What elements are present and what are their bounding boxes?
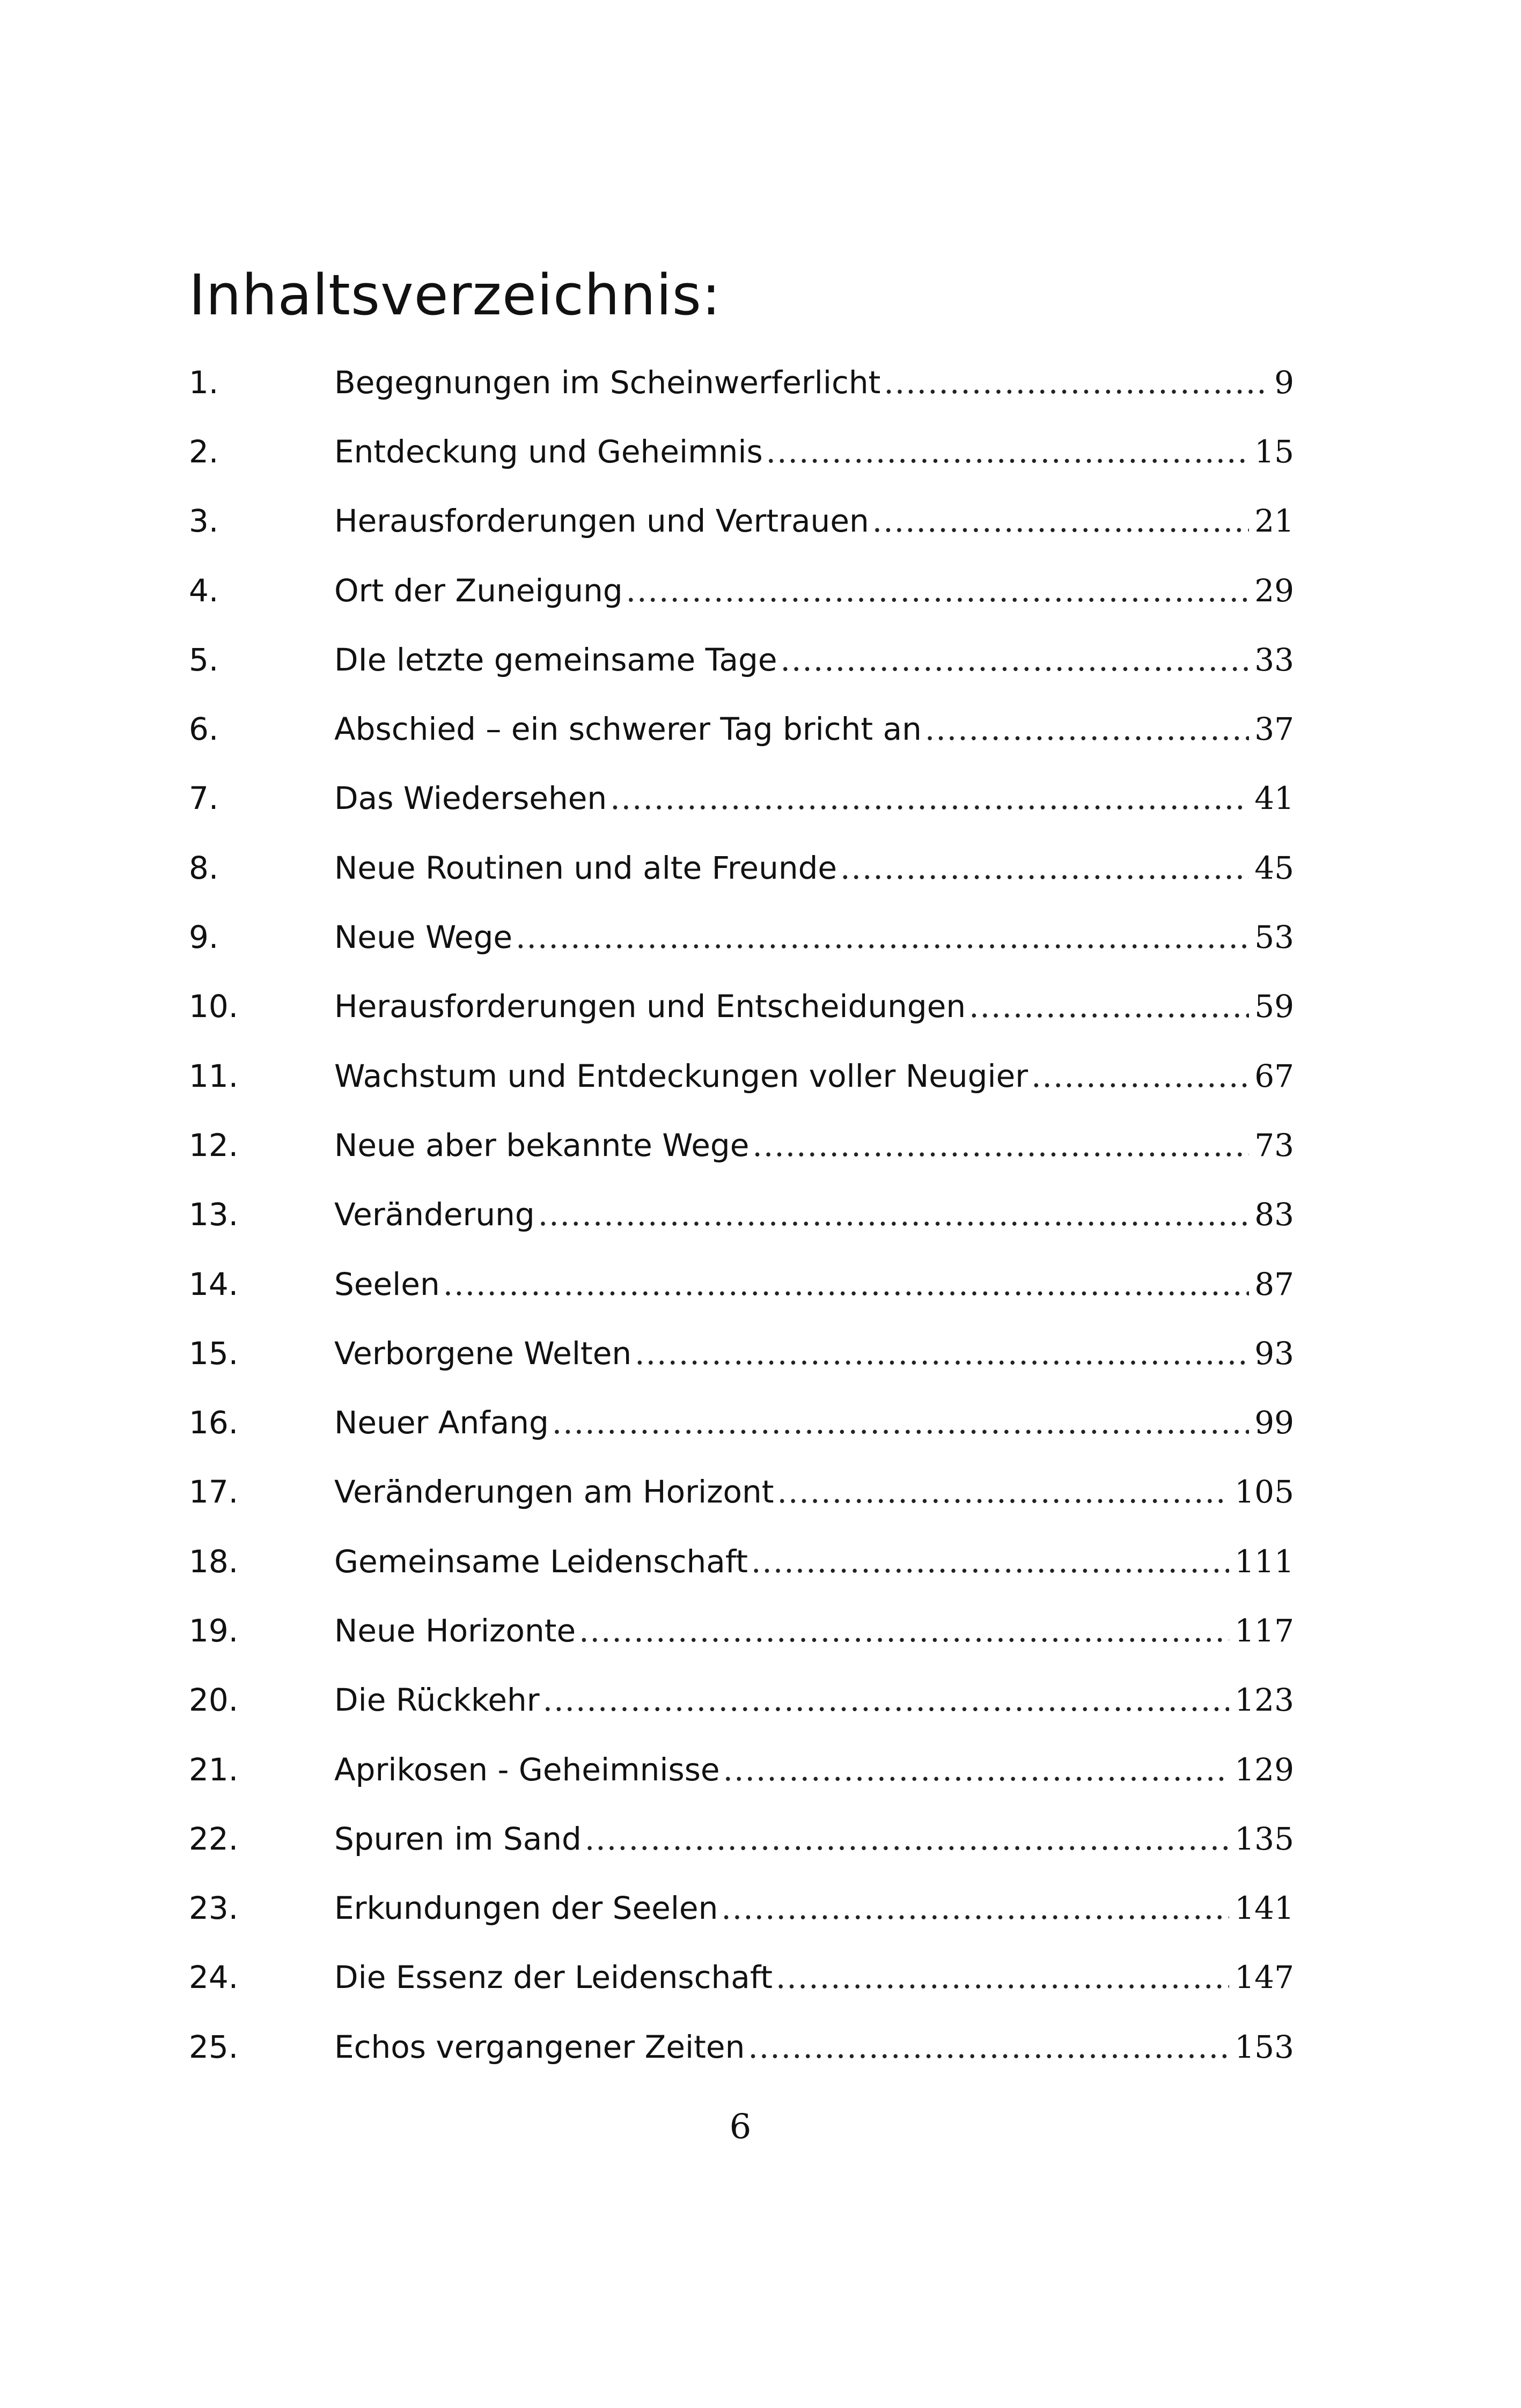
toc-entry-page: 147 (1235, 1959, 1294, 1996)
toc-entry-page: 15 (1254, 433, 1294, 470)
toc-entry-number: 6. (189, 711, 219, 748)
toc-entry-title: Ort der Zuneigung (334, 572, 623, 609)
toc-entry-title: Abschied – ein schwerer Tag bricht an (334, 711, 922, 748)
toc-entry-page: 123 (1235, 1682, 1294, 1719)
toc-dot-leader (626, 572, 1250, 609)
toc-entry-page: 153 (1235, 2028, 1294, 2065)
toc-entry-title: Die Rückkehr (334, 1682, 540, 1719)
toc-dot-leader (538, 1196, 1250, 1233)
toc-entry-page: 29 (1254, 572, 1294, 609)
toc-entry-page: 41 (1254, 780, 1294, 817)
toc-entry-number: 18. (189, 1543, 239, 1580)
toc-entry[interactable] (189, 902, 1294, 971)
toc-dot-leader (585, 1821, 1229, 1857)
toc-entry-number: 2. (189, 433, 219, 470)
toc-dot-leader (635, 1335, 1249, 1372)
toc-entry-title: Veränderungen am Horizont (334, 1474, 774, 1511)
toc-entry[interactable] (189, 556, 1294, 625)
toc-entry-number: 25. (189, 2028, 239, 2065)
page-number: 6 (729, 2107, 752, 2147)
toc-entry-page: 59 (1254, 988, 1294, 1025)
toc-entry-title: Gemeinsame Leidenschaft (334, 1543, 748, 1580)
toc-entry-title: Herausforderungen und Entscheidungen (334, 988, 966, 1025)
toc-entry-page: 53 (1254, 919, 1294, 956)
toc-entry-title: Neue Routinen und alte Freunde (334, 849, 837, 886)
toc-entry[interactable] (189, 1874, 1294, 1943)
toc-entry-title: Seelen (334, 1265, 440, 1302)
toc-entry[interactable] (189, 1527, 1294, 1596)
toc-entry-number: 10. (189, 988, 239, 1025)
toc-entry-number: 4. (189, 572, 219, 609)
toc-dot-leader (884, 364, 1269, 401)
toc-entry[interactable] (189, 1596, 1294, 1665)
toc-entry[interactable] (189, 1110, 1294, 1180)
toc-entry-title: Entdeckung und Geheimnis (334, 433, 763, 470)
toc-entry-number: 12. (189, 1126, 239, 1164)
toc-entry[interactable] (189, 833, 1294, 902)
toc-entry-page: 67 (1254, 1057, 1294, 1094)
toc-entry-number: 17. (189, 1474, 239, 1511)
toc-entry[interactable] (189, 1804, 1294, 1873)
toc-dot-leader (610, 780, 1249, 816)
toc-dot-leader (777, 1474, 1230, 1510)
toc-entry-title: Verborgene Welten (334, 1335, 632, 1372)
toc-dot-leader (751, 1543, 1229, 1580)
toc-entry-title: Begegnungen im Scheinwerferlicht (334, 364, 881, 401)
toc-dot-leader (723, 1751, 1230, 1788)
toc-entry[interactable] (189, 348, 1294, 417)
toc-entry-title: Aprikosen - Geheimnisse (334, 1751, 720, 1788)
toc-dot-leader (1031, 1058, 1249, 1094)
toc-dot-leader (766, 433, 1250, 470)
toc-entry[interactable] (189, 1666, 1294, 1735)
toc-dot-leader (969, 988, 1249, 1025)
toc-dot-leader (552, 1404, 1249, 1441)
toc-entry-number: 8. (189, 849, 219, 886)
toc-dot-leader (721, 1890, 1229, 1926)
toc-entry[interactable] (189, 1041, 1294, 1110)
toc-entry-title: Wachstum und Entdeckungen voller Neugier (334, 1057, 1028, 1094)
toc-entry-page: 21 (1254, 503, 1294, 540)
toc-entry-number: 22. (189, 1820, 239, 1857)
toc-entry-number: 11. (189, 1057, 239, 1094)
toc-entry-number: 20. (189, 1682, 239, 1719)
toc-title: Inhaltsverzeichnis: (189, 262, 721, 328)
toc-entry-title: Neue Wege (334, 919, 513, 956)
toc-entry-page: 9 (1274, 364, 1294, 401)
toc-entry-number: 9. (189, 919, 219, 956)
toc-entry-title: Erkundungen der Seelen (334, 1890, 718, 1927)
toc-entry[interactable] (189, 1180, 1294, 1249)
toc-entry[interactable] (189, 487, 1294, 556)
toc-entry[interactable] (189, 625, 1294, 694)
toc-entry[interactable] (189, 1457, 1294, 1527)
toc-entry-number: 19. (189, 1612, 239, 1649)
toc-entry-page: 135 (1235, 1820, 1294, 1857)
toc-entry-page: 93 (1254, 1335, 1294, 1372)
toc-dot-leader (776, 1959, 1229, 1995)
toc-entry-page: 37 (1254, 711, 1294, 748)
toc-entry-number: 13. (189, 1196, 239, 1233)
toc-entry[interactable] (189, 972, 1294, 1041)
toc-entry-number: 1. (189, 364, 219, 401)
toc-entry[interactable] (189, 1943, 1294, 2012)
toc-entry[interactable] (189, 764, 1294, 833)
toc-entry[interactable] (189, 2012, 1294, 2081)
toc-entry[interactable] (189, 417, 1294, 486)
toc-entry-title: Veränderung (334, 1196, 535, 1233)
toc-entry-page: 111 (1235, 1543, 1294, 1580)
toc-entry-number: 5. (189, 641, 219, 678)
toc-entry-title: Spuren im Sand (334, 1820, 582, 1857)
toc-dot-leader (781, 642, 1250, 678)
toc-entry-page: 117 (1235, 1612, 1294, 1649)
toc-dot-leader (543, 1682, 1230, 1718)
toc-entry-title: DIe letzte gemeinsame Tage (334, 641, 777, 678)
toc-entry-title: Echos vergangener Zeiten (334, 2028, 745, 2065)
toc-entry-page: 99 (1254, 1404, 1294, 1441)
toc-entry-title: Neue aber bekannte Wege (334, 1126, 750, 1164)
toc-entry-number: 21. (189, 1751, 239, 1788)
toc-entry-title: Das Wiedersehen (334, 780, 607, 817)
toc-entry[interactable] (189, 1735, 1294, 1804)
toc-dot-leader (752, 1127, 1249, 1164)
toc-dot-leader (443, 1266, 1249, 1302)
toc-entry[interactable] (189, 1319, 1294, 1388)
toc-entry-page: 45 (1254, 849, 1294, 886)
toc-entry-title: Neue Horizonte (334, 1612, 576, 1649)
toc-entry[interactable] (189, 1249, 1294, 1319)
toc-dot-leader (925, 711, 1249, 747)
toc-entry-page: 129 (1235, 1751, 1294, 1788)
toc-entry-title: Die Essenz der Leidenschaft (334, 1959, 773, 1996)
toc-entry-number: 15. (189, 1335, 239, 1372)
toc-dot-leader (748, 2029, 1229, 2065)
toc-dot-leader (579, 1612, 1229, 1649)
toc-entry-number: 24. (189, 1959, 239, 1996)
toc-entry-page: 73 (1254, 1126, 1294, 1164)
toc-entry-number: 3. (189, 503, 219, 540)
toc-entry-number: 7. (189, 780, 219, 817)
toc-entry-number: 14. (189, 1265, 239, 1302)
toc-entry-number: 16. (189, 1404, 239, 1441)
table-of-contents (189, 348, 1294, 2081)
toc-entry[interactable] (189, 694, 1294, 763)
toc-dot-leader (516, 919, 1249, 955)
toc-entry-title: Neuer Anfang (334, 1404, 549, 1441)
toc-entry-number: 23. (189, 1890, 239, 1927)
toc-dot-leader (872, 503, 1249, 539)
toc-entry-page: 87 (1254, 1265, 1294, 1302)
toc-entry[interactable] (189, 1388, 1294, 1457)
toc-entry-title: Herausforderungen und Vertrauen (334, 503, 869, 540)
toc-entry-page: 141 (1235, 1890, 1294, 1927)
toc-entry-page: 33 (1254, 641, 1294, 678)
toc-entry-page: 105 (1235, 1474, 1294, 1511)
toc-dot-leader (840, 850, 1249, 886)
toc-entry-page: 83 (1254, 1196, 1294, 1233)
